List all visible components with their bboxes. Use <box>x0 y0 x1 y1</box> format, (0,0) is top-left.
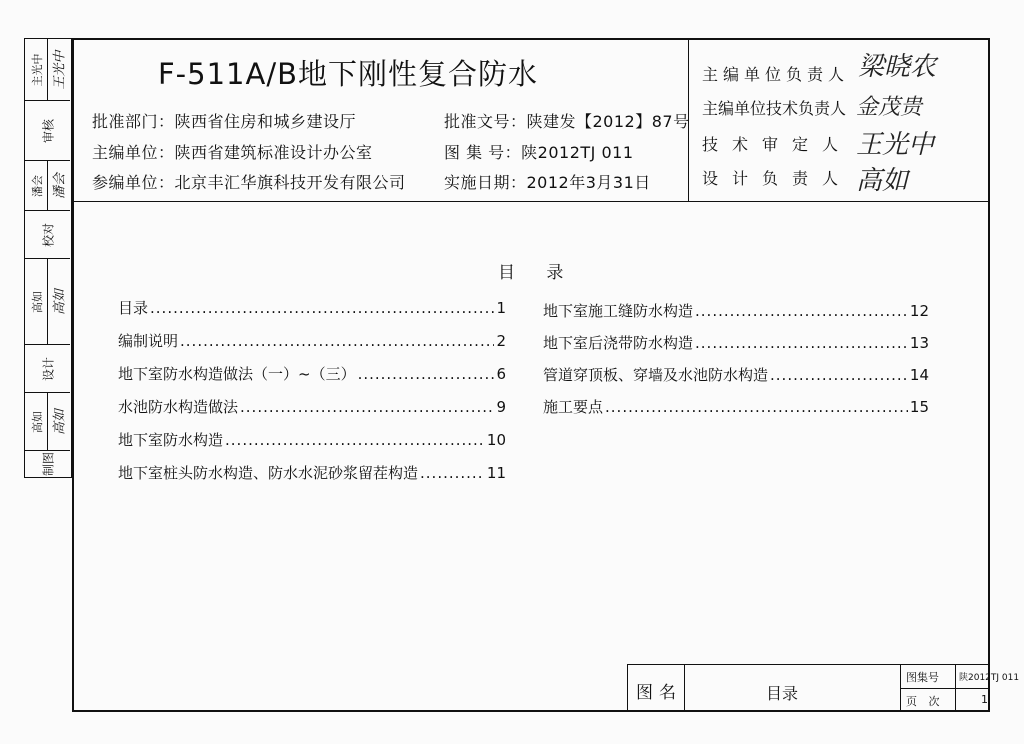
strip-label: 高如 <box>31 410 44 433</box>
strip-label: 校对 <box>41 222 55 247</box>
toc-entry-page: 13 <box>909 334 929 352</box>
atlas-no-label: 图集号 <box>906 671 939 684</box>
strip-label: 高如 <box>31 290 44 313</box>
toc-entry-title: 管道穿顶板、穿墙及水池防水构造 <box>543 366 769 384</box>
toc-entry <box>543 396 929 428</box>
header-divider <box>72 201 990 202</box>
toc-entry-title: 地下室桩头防水构造、防水水泥砂浆留茬构造 <box>118 464 419 482</box>
strip-signature: 高如 <box>52 408 68 435</box>
title-block-inner-divider <box>955 665 956 711</box>
responsible-role: 技术审定人 <box>702 135 853 154</box>
approval-doc: 批准文号：陕建发【2012】87号 <box>444 112 690 131</box>
responsible-signature: 金茂贵 <box>856 95 923 120</box>
toc-heading: 目 录 <box>498 263 564 283</box>
toc-entry-title: 地下室后浇带防水构造 <box>543 334 694 352</box>
responsible-role: 设计负责人 <box>702 169 853 188</box>
toc-entry-page: 9 <box>496 398 506 416</box>
strip-label: 主光中 <box>31 53 44 86</box>
strip-cell-review <box>25 101 70 161</box>
toc-entry <box>118 462 506 495</box>
toc-entry <box>543 332 929 364</box>
toc-entry-title: 地下室防水构造做法（一）~（三） <box>118 365 356 383</box>
toc-entry-page: 11 <box>486 464 506 482</box>
toc-entry <box>118 330 506 363</box>
toc-entry-title: 目录 <box>118 299 149 317</box>
toc-entry <box>543 364 929 396</box>
toc-entry <box>118 396 506 429</box>
approval-dept: 批准部门：陕西省住房和城乡建设厅 <box>92 112 357 131</box>
toc-entry-page: 2 <box>496 332 506 350</box>
strip-cell-chief <box>25 39 70 101</box>
strip-cell-proofread <box>25 211 70 259</box>
page-no-label: 页 次 <box>906 695 944 708</box>
co-editor-unit: 参编单位：北京丰汇华旗科技开发有限公司 <box>92 173 406 192</box>
toc-entry-page: 6 <box>496 365 506 383</box>
toc-entry-title: 水池防水构造做法 <box>118 398 239 416</box>
strip-cell-design <box>25 345 70 393</box>
toc-left-column <box>118 297 506 495</box>
strip-signature: 高如 <box>52 288 68 315</box>
editor-unit: 主编单位：陕西省建筑标准设计办公室 <box>92 143 373 162</box>
strip-signature: 潘会 <box>52 172 68 199</box>
title-block-name-label-cell <box>628 665 685 711</box>
toc-entry <box>118 297 506 330</box>
toc-entry <box>118 363 506 396</box>
strip-cell-gao-1 <box>25 259 70 345</box>
strip-signature: 王光中 <box>52 49 68 90</box>
toc-entry <box>118 429 506 462</box>
responsible-signature: 梁晓农 <box>858 52 937 82</box>
toc-entry <box>543 300 929 332</box>
toc-right-column <box>543 300 929 428</box>
atlas-number: 图 集 号：陕2012TJ 011 <box>444 143 634 162</box>
strip-cell-gao-2 <box>25 393 70 451</box>
title-block-name-value: 目录 <box>766 684 799 703</box>
toc-entry-page: 10 <box>486 431 506 449</box>
atlas-no-value: 陕2012TJ 011 <box>959 673 1020 683</box>
toc-entry-page: 14 <box>909 366 929 384</box>
strip-cell-pan <box>25 161 70 211</box>
title-block-name-label: 图名 <box>636 683 682 703</box>
toc-entry-title: 施工要点 <box>543 398 604 416</box>
toc-entry-title: 编制说明 <box>118 332 179 350</box>
responsible-signature: 王光中 <box>856 130 935 160</box>
toc-entry-page: 1 <box>496 299 506 317</box>
strip-label: 制图 <box>41 451 55 477</box>
drawing-title: F-511A/B地下刚性复合防水 <box>158 57 539 91</box>
responsible-signature: 高如 <box>856 166 909 196</box>
title-block <box>627 664 1020 712</box>
left-signature-strip <box>24 38 72 478</box>
toc-entry-title: 地下室施工缝防水构造 <box>543 302 694 320</box>
strip-label: 设计 <box>41 356 55 381</box>
strip-label: 审核 <box>41 118 55 143</box>
strip-label: 潘会 <box>31 174 44 197</box>
responsible-role: 主编单位负责人 <box>702 65 850 84</box>
page-no-value: 1 <box>981 693 988 706</box>
implementation-date: 实施日期：2012年3月31日 <box>444 173 651 192</box>
toc-entry-title: 地下室防水构造 <box>118 431 224 449</box>
toc-entry-page: 12 <box>909 302 929 320</box>
strip-cell-drawing <box>25 451 70 477</box>
responsible-role: 主编单位技术负责人 <box>702 99 847 118</box>
toc-entry-page: 15 <box>909 398 929 416</box>
title-block-name-cell <box>684 665 901 711</box>
